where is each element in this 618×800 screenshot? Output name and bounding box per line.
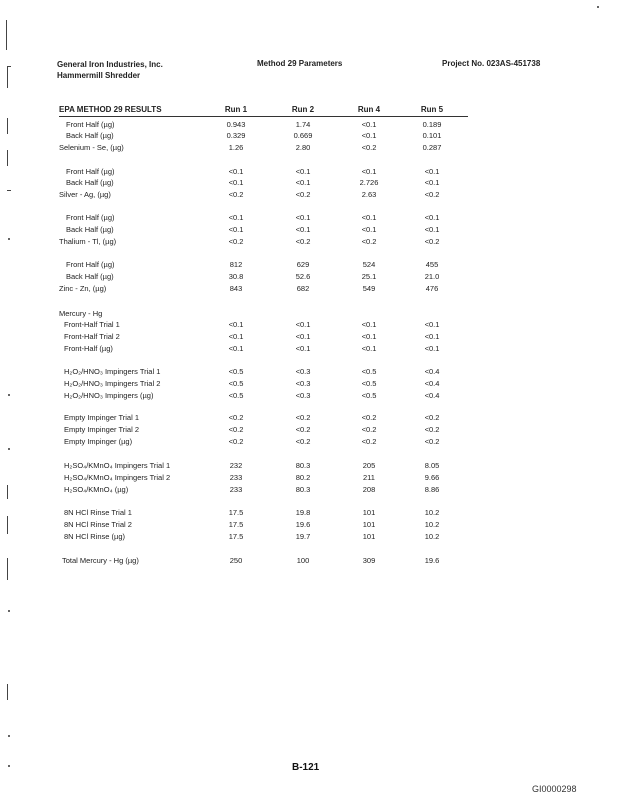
cell-value: 232 [229,461,243,470]
cell-value: <0.1 [295,178,311,187]
cell-value: 524 [362,260,376,269]
table-title: EPA METHOD 29 RESULTS [59,105,162,114]
table-row [0,555,618,566]
cell-value: <0.5 [361,379,377,388]
cell-value: <0.2 [228,413,244,422]
row-label: H₂SO₄/KMnO₄ (µg) [64,485,129,494]
cell-value: 549 [362,284,376,293]
cell-value: <0.5 [228,391,244,400]
page-number: B-121 [292,762,320,773]
cell-value: 10.2 [424,532,440,541]
cell-value: 80.3 [295,461,311,470]
cell-value: <0.1 [228,225,244,234]
row-label: Front Half (µg) [66,260,115,269]
cell-value: 843 [229,284,243,293]
scan-mark [8,735,10,737]
cell-value: 19.6 [424,556,440,565]
cell-value: <0.1 [424,225,440,234]
scan-mark [7,190,11,191]
cell-value: <0.5 [228,379,244,388]
row-label: Total Mercury - Hg (µg) [62,556,139,565]
facility-name: Hammermill Shredder [57,71,141,80]
row-label: H₂SO₄/KMnO₄ Impingers Trial 1 [64,461,171,470]
scan-mark [7,485,8,499]
cell-value: <0.2 [424,237,440,246]
row-label: Front Half (µg) [66,213,115,222]
cell-value: <0.1 [228,320,244,329]
table-row [0,142,618,153]
cell-value: 21.0 [424,272,440,281]
cell-value: 17.5 [228,532,244,541]
cell-value: <0.1 [228,344,244,353]
row-label: Empty Impinger Trial 2 [64,425,140,434]
cell-value: <0.5 [361,367,377,376]
cell-value: <0.2 [295,413,311,422]
row-label: Front-Half Trial 2 [64,332,120,341]
cell-value: 0.101 [422,131,442,140]
table-row [0,212,618,223]
cell-value: <0.3 [295,391,311,400]
cell-value: <0.2 [228,237,244,246]
cell-value: <0.2 [424,437,440,446]
cell-value: <0.2 [424,413,440,422]
table-row [0,166,618,177]
scan-mark [7,516,8,534]
row-label: H₂O₂/HNO₃ Impingers Trial 1 [64,367,161,376]
row-label: Thalium - Tl, (µg) [59,237,117,246]
header-divider [59,116,468,117]
scan-mark [8,238,10,240]
row-label: Front-Half Trial 1 [64,320,120,329]
cell-value: 682 [296,284,310,293]
row-label: 8N HCl Rinse (µg) [64,532,125,541]
cell-value: 250 [229,556,243,565]
cell-value: 205 [362,461,376,470]
scan-mark [8,610,10,612]
table-row [0,390,618,401]
table-row [0,319,618,330]
cell-value: <0.2 [361,143,377,152]
column-header-run-5: Run 5 [420,105,444,114]
cell-value: 208 [362,485,376,494]
cell-value: <0.1 [424,167,440,176]
cell-value: <0.1 [295,344,311,353]
table-row [0,472,618,483]
scan-mark [7,150,8,166]
cell-value: <0.2 [361,413,377,422]
cell-value: 101 [362,532,376,541]
row-label: Mercury - Hg [59,309,103,318]
cell-value: 52.6 [295,272,311,281]
cell-value: 629 [296,260,310,269]
cell-value: 455 [425,260,439,269]
cell-value: <0.1 [228,213,244,222]
cell-value: 476 [425,284,439,293]
cell-value: 8.86 [424,485,440,494]
cell-value: 17.5 [228,508,244,517]
cell-value: <0.1 [361,332,377,341]
cell-value: 19.6 [295,520,311,529]
cell-value: 2.63 [361,190,377,199]
table-header-row [0,104,618,115]
row-label: Front-Half (µg) [64,344,113,353]
cell-value: <0.1 [295,320,311,329]
cell-value: <0.2 [361,237,377,246]
cell-value: <0.1 [361,320,377,329]
cell-value: <0.2 [295,437,311,446]
cell-value: 812 [229,260,243,269]
table-row [0,519,618,530]
row-label: Front Half (µg) [66,167,115,176]
cell-value: <0.1 [228,178,244,187]
cell-value: <0.2 [228,425,244,434]
row-label: 8N HCl Rinse Trial 1 [64,508,132,517]
cell-value: 25.1 [361,272,377,281]
table-row [0,531,618,542]
column-header-run-2: Run 2 [291,105,315,114]
table-row [0,460,618,471]
cell-value: <0.4 [424,391,440,400]
method-title: Method 29 Parameters [257,59,343,68]
cell-value: 10.2 [424,520,440,529]
cell-value: <0.2 [228,437,244,446]
cell-value: 8.05 [424,461,440,470]
cell-value: 17.5 [228,520,244,529]
cell-value: <0.1 [361,120,377,129]
cell-value: 30.8 [228,272,244,281]
cell-value: <0.2 [295,425,311,434]
row-label: H₂SO₄/KMnO₄ Impingers Trial 2 [64,473,171,482]
table-row [0,236,618,247]
row-label: H₂O₂/HNO₃ Impingers Trial 2 [64,379,161,388]
cell-value: 10.2 [424,508,440,517]
scan-mark [7,684,8,700]
table-row [0,331,618,342]
table-row [0,189,618,200]
table-row [0,412,618,423]
cell-value: <0.1 [424,332,440,341]
cell-value: 0.287 [422,143,442,152]
cell-value: 101 [362,508,376,517]
cell-value: 19.7 [295,532,311,541]
document-id: GI0000298 [532,784,577,794]
cell-value: 233 [229,473,243,482]
cell-value: 19.8 [295,508,311,517]
column-header-run-1: Run 1 [224,105,248,114]
scan-mark [8,448,10,450]
scan-mark [8,765,10,767]
cell-value: 100 [296,556,310,565]
cell-value: <0.1 [361,167,377,176]
cell-value: <0.5 [228,367,244,376]
table-row [0,366,618,377]
scan-mark [7,558,8,580]
cell-value: 233 [229,485,243,494]
cell-value: 101 [362,520,376,529]
cell-value: <0.1 [295,213,311,222]
table-row [0,343,618,354]
cell-value: <0.1 [295,332,311,341]
row-label: Back Half (µg) [66,225,114,234]
cell-value: <0.1 [295,225,311,234]
cell-value: <0.2 [424,425,440,434]
scan-mark [597,6,599,8]
scan-mark [7,118,8,134]
cell-value: <0.1 [361,344,377,353]
cell-value: <0.3 [295,379,311,388]
table-row [0,484,618,495]
cell-value: <0.1 [295,167,311,176]
cell-value: <0.1 [424,178,440,187]
row-label: Back Half (µg) [66,272,114,281]
table-row [0,283,618,294]
table-row [0,507,618,518]
cell-value: 1.26 [228,143,244,152]
row-label: Back Half (µg) [66,178,114,187]
table-row [0,308,618,319]
cell-value: <0.1 [361,213,377,222]
table-row [0,119,618,130]
scan-mark [7,66,8,88]
row-label: Empty Impinger Trial 1 [64,413,140,422]
cell-value: 309 [362,556,376,565]
cell-value: <0.2 [295,190,311,199]
cell-value: 0.189 [422,120,442,129]
table-row [0,259,618,270]
cell-value: <0.1 [424,344,440,353]
row-label: Silver - Ag, (µg) [59,190,111,199]
project-number: Project No. 023AS-451738 [442,59,541,68]
company-name: General Iron Industries, Inc. [57,60,163,69]
table-row [0,177,618,188]
cell-value: <0.5 [361,391,377,400]
row-label: Front Half (µg) [66,120,115,129]
cell-value: <0.1 [361,225,377,234]
cell-value: 211 [363,473,375,482]
cell-value: <0.1 [228,167,244,176]
cell-value: <0.1 [228,332,244,341]
table-row [0,130,618,141]
row-label: 8N HCl Rinse Trial 2 [64,520,132,529]
cell-value: <0.2 [228,190,244,199]
cell-value: 1.74 [295,120,311,129]
column-header-run-4: Run 4 [357,105,381,114]
row-label: Back Half (µg) [66,131,114,140]
cell-value: <0.3 [295,367,311,376]
table-row [0,224,618,235]
cell-value: 2.80 [295,143,311,152]
cell-value: <0.2 [424,190,440,199]
row-label: Zinc - Zn, (µg) [59,284,107,293]
cell-value: <0.2 [361,437,377,446]
cell-value: 0.329 [226,131,246,140]
cell-value: <0.2 [295,237,311,246]
cell-value: 2.726 [359,178,379,187]
cell-value: 9.66 [424,473,440,482]
cell-value: <0.2 [361,425,377,434]
cell-value: <0.1 [424,213,440,222]
row-label: Empty Impinger (µg) [64,437,133,446]
cell-value: <0.4 [424,367,440,376]
cell-value: 80.3 [295,485,311,494]
cell-value: 0.943 [226,120,246,129]
cell-value: 0.669 [293,131,313,140]
table-row [0,378,618,389]
scan-mark [8,394,10,396]
cell-value: 80.2 [295,473,311,482]
row-label: H₂O₂/HNO₃ Impingers (µg) [64,391,154,400]
table-row [0,424,618,435]
cell-value: <0.1 [424,320,440,329]
scan-mark [7,66,11,67]
company-header [57,59,163,81]
table-row [0,436,618,447]
row-label: Selenium - Se, (µg) [59,143,124,152]
cell-value: <0.4 [424,379,440,388]
scan-mark [6,20,7,50]
cell-value: <0.1 [361,131,377,140]
table-row [0,271,618,282]
